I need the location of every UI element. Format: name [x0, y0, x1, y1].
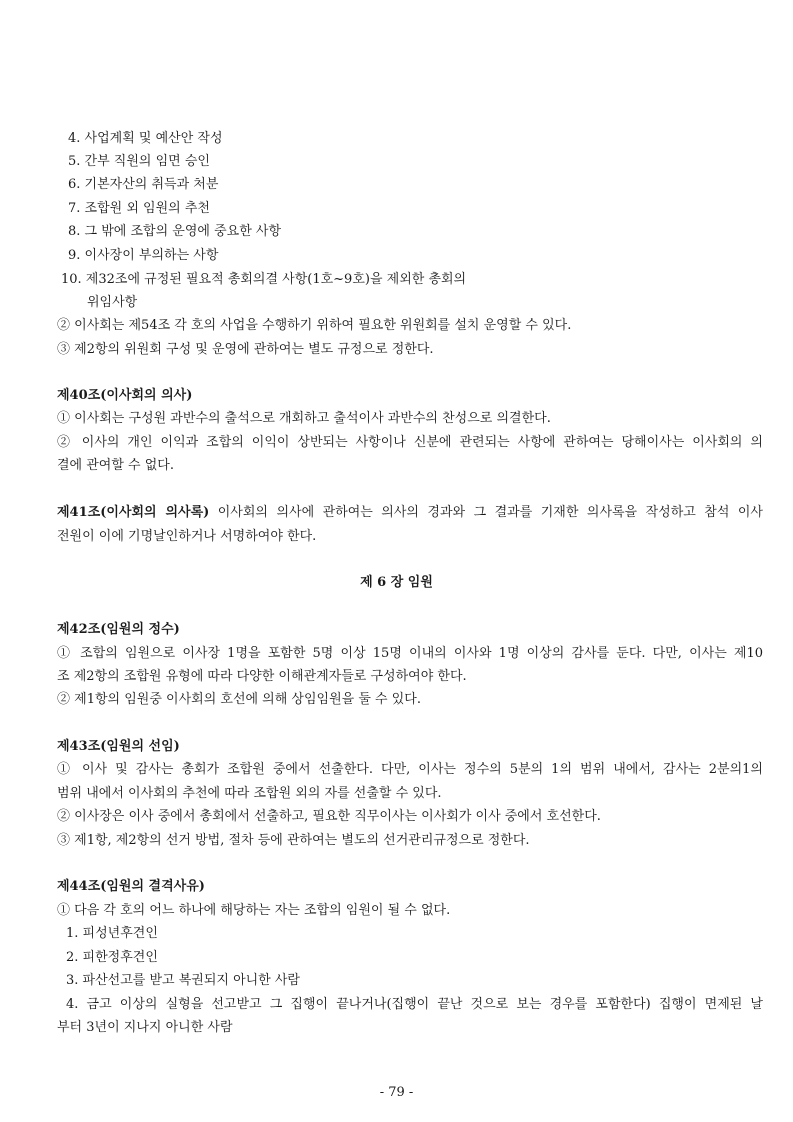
paragraph: ① 이사회는 구성원 과반수의 출석으로 개회하고 출석이사 과반수의 찬성으로 의결한다.	[57, 411, 551, 426]
list-item: 4. 사업계획 및 예산안 작성	[68, 131, 223, 146]
list-item: 1. 피성년후견인	[66, 926, 158, 941]
list-item: 5. 간부 직원의 임면 승인	[68, 154, 210, 169]
paragraph: ② 이사회는 제54조 각 호의 사업을 수행하기 위하여 필요한 위원회를 설치 운영할 수 있다.	[57, 318, 572, 333]
list-item: 4. 금고 이상의 실형을 선고받고 그 집행이 끝나거나(집행이 끝난 것으로 보는 경우를 포함한다) 집행이 면제된 날	[66, 997, 763, 1012]
list-item-continuation: 부터 3년이 지나지 아니한 사람	[57, 1020, 233, 1035]
article-41	[57, 501, 763, 524]
list-item: 10. 제32조에 규정된 필요적 총회의결 사항(1호~9호)을 제외한 총회의	[61, 272, 467, 287]
paragraph: ③ 제1항, 제2항의 선거 방법, 절차 등에 관하여는 별도의 선거관리규정으로 정한다.	[57, 833, 530, 848]
paragraph: ① 이사 및 감사는 총회가 조합원 중에서 선출한다. 다만, 이사는 정수의 5분의 1의 범위 내에서, 감사는 2분의1의	[57, 762, 763, 777]
paragraph: ② 이사의 개인 이익과 조합의 이익이 상반되는 사항이나 신분에 관련되는 사항에 관하여는 당해이사는 이사회의 의	[57, 435, 763, 450]
paragraph-continuation: 조 제2항의 조합원 유형에 따라 다양한 이해관계자들로 구성하여야 한다.	[57, 669, 467, 684]
list-item: 8. 그 밖에 조합의 운영에 중요한 사항	[68, 224, 282, 239]
list-item-continuation: 위임사항	[87, 295, 138, 310]
list-item: 7. 조합원 외 임원의 추천	[68, 201, 210, 216]
list-item: 3. 파산선고를 받고 복권되지 아니한 사람	[66, 973, 300, 988]
list-item: 2. 피한정후견인	[66, 950, 158, 965]
paragraph: ② 이사장은 이사 중에서 총회에서 선출하고, 필요한 직무이사는 이사회가 이사 중에서 호선한다.	[57, 809, 601, 824]
list-item: 9. 이사장이 부의하는 사항	[68, 248, 219, 263]
paragraph: ③ 제2항의 위원회 구성 및 운영에 관하여는 별도 규정으로 정한다.	[57, 342, 434, 357]
article-title: 제40조(이사회의 의사)	[57, 388, 193, 403]
paragraph: ① 조합의 임원으로 이사장 1명을 포함한 5명 이상 15명 이내의 이사와 1명 이상의 감사를 둔다. 다만, 이사는 제10	[57, 646, 763, 661]
chapter-title: 제 6 장 임원	[360, 575, 433, 590]
paragraph-continuation: 범위 내에서 이사회의 추천에 따라 조합원 외의 자를 선출할 수 있다.	[57, 786, 442, 801]
paragraph-continuation: 전원이 이에 기명날인하거나 서명하여야 한다.	[57, 529, 317, 544]
paragraph: ② 제1항의 임원중 이사회의 호선에 의해 상임임원을 둘 수 있다.	[57, 692, 421, 707]
article-text: 이사회의 의사에 관하여는 의사의 경과와 그 결과를 기재한 의사록을 작성하고 참석 이사	[209, 505, 763, 520]
paragraph: ① 다음 각 호의 어느 하나에 해당하는 자는 조합의 임원이 될 수 없다.	[57, 903, 451, 918]
list-item: 6. 기본자산의 취득과 처분	[68, 177, 219, 192]
article-title: 제43조(임원의 선임)	[57, 739, 180, 754]
article-title: 제41조(이사회의 의사록)	[57, 505, 210, 520]
paragraph-continuation: 결에 관여할 수 없다.	[57, 458, 174, 473]
page-number: - 79 -	[379, 1085, 414, 1100]
article-title: 제42조(임원의 정수)	[57, 622, 180, 637]
article-title: 제44조(임원의 결격사유)	[57, 879, 205, 894]
